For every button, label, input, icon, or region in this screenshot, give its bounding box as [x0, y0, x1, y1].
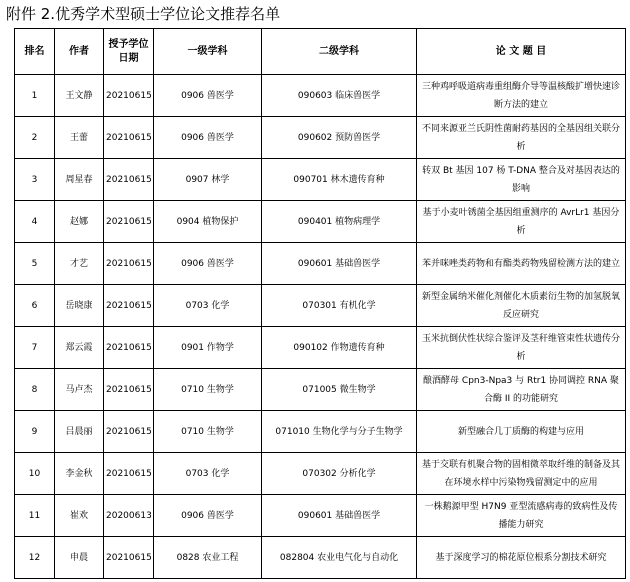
table-row [15, 201, 626, 243]
header-first-discipline: 一级学科 [154, 29, 262, 75]
cell-first-discipline: 0906 兽医学 [154, 117, 262, 159]
cell-author: 崔欢 [55, 495, 104, 537]
table-row [15, 159, 626, 201]
table-row [15, 411, 626, 453]
cell-thesis-title: 不同来源亚兰氏阴性菌耐药基因的全基因组关联分析 [417, 117, 626, 159]
table-row [15, 537, 626, 579]
cell-thesis-title: 玉米抗倒伏性状综合鉴评及茎秆维管束性状遗传分析 [417, 327, 626, 369]
cell-degree-date: 20210615 [104, 327, 154, 369]
cell-rank: 7 [15, 327, 55, 369]
table-row [15, 75, 626, 117]
cell-author: 周星春 [55, 159, 104, 201]
cell-thesis-title: 转双 Bt 基因 107 杨 T-DNA 整合及对基因表达的影响 [417, 159, 626, 201]
recommendation-table [14, 28, 626, 579]
table-header-row [15, 29, 626, 75]
cell-rank: 11 [15, 495, 55, 537]
cell-author: 赵娜 [55, 201, 104, 243]
cell-rank: 1 [15, 75, 55, 117]
cell-rank: 4 [15, 201, 55, 243]
cell-thesis-title: 一株鹅源甲型 H7N9 亚型流感病毒的致病性及传播能力研究 [417, 495, 626, 537]
cell-second-discipline: 090102 作物遗传育种 [262, 327, 417, 369]
table-row [15, 369, 626, 411]
cell-second-discipline: 090602 预防兽医学 [262, 117, 417, 159]
cell-degree-date: 20210615 [104, 75, 154, 117]
table-row [15, 243, 626, 285]
table-row [15, 327, 626, 369]
header-thesis-title: 论 文 题 目 [417, 29, 626, 75]
cell-author: 才艺 [55, 243, 104, 285]
header-rank: 排名 [15, 29, 55, 75]
cell-rank: 5 [15, 243, 55, 285]
cell-degree-date: 20200613 [104, 495, 154, 537]
cell-second-discipline: 090603 临床兽医学 [262, 75, 417, 117]
cell-degree-date: 20210615 [104, 159, 154, 201]
header-author: 作者 [55, 29, 104, 75]
cell-first-discipline: 0703 化学 [154, 453, 262, 495]
cell-thesis-title: 苯并咪唑类药物和有酯类药物残留检测方法的建立 [417, 243, 626, 285]
cell-degree-date: 20210615 [104, 201, 154, 243]
cell-rank: 9 [15, 411, 55, 453]
cell-thesis-title: 新型融合几丁质酶的构建与应用 [417, 411, 626, 453]
cell-thesis-title: 基于小麦叶锈菌全基因组重测序的 AvrLr1 基因分析 [417, 201, 626, 243]
cell-rank: 8 [15, 369, 55, 411]
cell-thesis-title: 酿酒酵母 Cpn3-Npa3 与 Rtr1 协同调控 RNA 聚合酶 II 的功能研究 [417, 369, 626, 411]
table-row [15, 495, 626, 537]
cell-rank: 3 [15, 159, 55, 201]
cell-degree-date: 20210615 [104, 537, 154, 579]
cell-author: 王蕾 [55, 117, 104, 159]
cell-degree-date: 20210615 [104, 411, 154, 453]
cell-author: 申晨 [55, 537, 104, 579]
cell-second-discipline: 090601 基础兽医学 [262, 495, 417, 537]
cell-author: 王文静 [55, 75, 104, 117]
cell-first-discipline: 0828 农业工程 [154, 537, 262, 579]
table-row [15, 453, 626, 495]
cell-second-discipline: 090401 植物病理学 [262, 201, 417, 243]
cell-degree-date: 20210615 [104, 117, 154, 159]
cell-second-discipline: 071005 微生物学 [262, 369, 417, 411]
table-row [15, 117, 626, 159]
cell-author: 郑云霞 [55, 327, 104, 369]
cell-rank: 2 [15, 117, 55, 159]
document-title: 附件 2.优秀学术型硕士学位论文推荐名单 [6, 5, 281, 23]
cell-second-discipline: 070301 有机化学 [262, 285, 417, 327]
table-row [15, 285, 626, 327]
cell-thesis-title: 基于交联有机聚合物的固相微萃取纤维的制备及其在环境水样中污染物残留测定中的应用 [417, 453, 626, 495]
cell-rank: 6 [15, 285, 55, 327]
cell-first-discipline: 0710 生物学 [154, 411, 262, 453]
header-second-discipline: 二级学科 [262, 29, 417, 75]
cell-first-discipline: 0904 植物保护 [154, 201, 262, 243]
cell-degree-date: 20210615 [104, 243, 154, 285]
cell-first-discipline: 0703 化学 [154, 285, 262, 327]
cell-second-discipline: 071010 生物化学与分子生物学 [262, 411, 417, 453]
cell-rank: 12 [15, 537, 55, 579]
cell-thesis-title: 基于深度学习的棉花原位根系分割技术研究 [417, 537, 626, 579]
cell-author: 李金秋 [55, 453, 104, 495]
cell-first-discipline: 0906 兽医学 [154, 243, 262, 285]
cell-degree-date: 20210615 [104, 285, 154, 327]
cell-first-discipline: 0710 生物学 [154, 369, 262, 411]
header-degree-date: 授予学位日期 [104, 29, 154, 75]
table-body [15, 75, 626, 579]
cell-first-discipline: 0901 作物学 [154, 327, 262, 369]
cell-second-discipline: 082804 农业电气化与自动化 [262, 537, 417, 579]
cell-degree-date: 20210615 [104, 369, 154, 411]
cell-second-discipline: 090701 林木遗传育种 [262, 159, 417, 201]
cell-first-discipline: 0907 林学 [154, 159, 262, 201]
cell-first-discipline: 0906 兽医学 [154, 495, 262, 537]
cell-author: 岳晓康 [55, 285, 104, 327]
cell-author: 吕晨丽 [55, 411, 104, 453]
cell-thesis-title: 新型金属纳米催化剂催化木质素衍生物的加氢脱氧反应研究 [417, 285, 626, 327]
cell-second-discipline: 070302 分析化学 [262, 453, 417, 495]
cell-author: 马卢杰 [55, 369, 104, 411]
cell-degree-date: 20210615 [104, 453, 154, 495]
cell-first-discipline: 0906 兽医学 [154, 75, 262, 117]
cell-second-discipline: 090601 基础兽医学 [262, 243, 417, 285]
cell-thesis-title: 三种鸡呼吸道病毒重组酶介导等温核酸扩增快速诊断方法的建立 [417, 75, 626, 117]
cell-rank: 10 [15, 453, 55, 495]
